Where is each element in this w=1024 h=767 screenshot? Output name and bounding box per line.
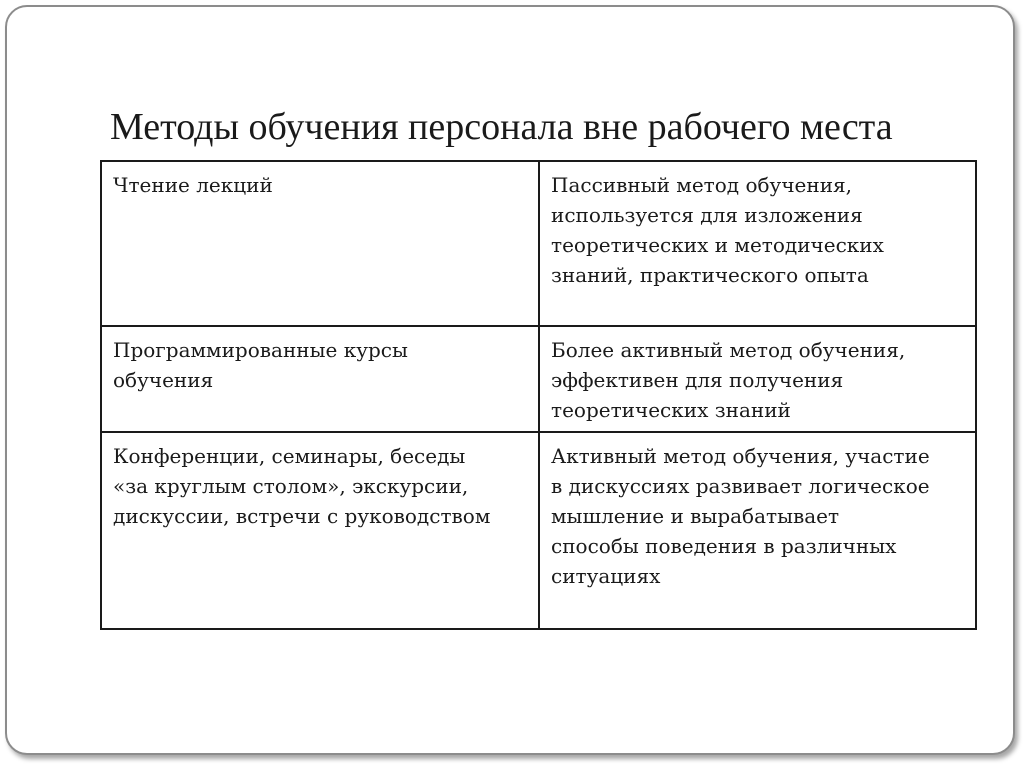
table-row [101, 161, 976, 326]
method-cell [101, 432, 539, 629]
slide-title: Методы обучения персонала вне рабочего места [110, 106, 893, 148]
description-cell [539, 326, 976, 432]
method-description: Активный метод обучения, участие в дискуссиях развивает логическое мышление и вырабатывает способы поведения в различных ситуациях [551, 444, 930, 588]
method-name: Программированные курсы обучения [113, 338, 408, 392]
method-cell [101, 161, 539, 326]
methods-table [100, 160, 977, 630]
table-row [101, 326, 976, 432]
method-name: Чтение лекций [113, 173, 273, 197]
table-row [101, 432, 976, 629]
method-cell [101, 326, 539, 432]
description-cell [539, 161, 976, 326]
method-description: Более активный метод обучения, эффективен для получения теоретических знаний [551, 338, 906, 422]
method-description: Пассивный метод обучения, используется для изложения теоретических и методических знаний, практического опыта [551, 173, 884, 287]
description-cell [539, 432, 976, 629]
method-name: Конференции, семинары, беседы «за круглым столом», экскурсии, дискуссии, встречи с руководством [113, 444, 491, 528]
